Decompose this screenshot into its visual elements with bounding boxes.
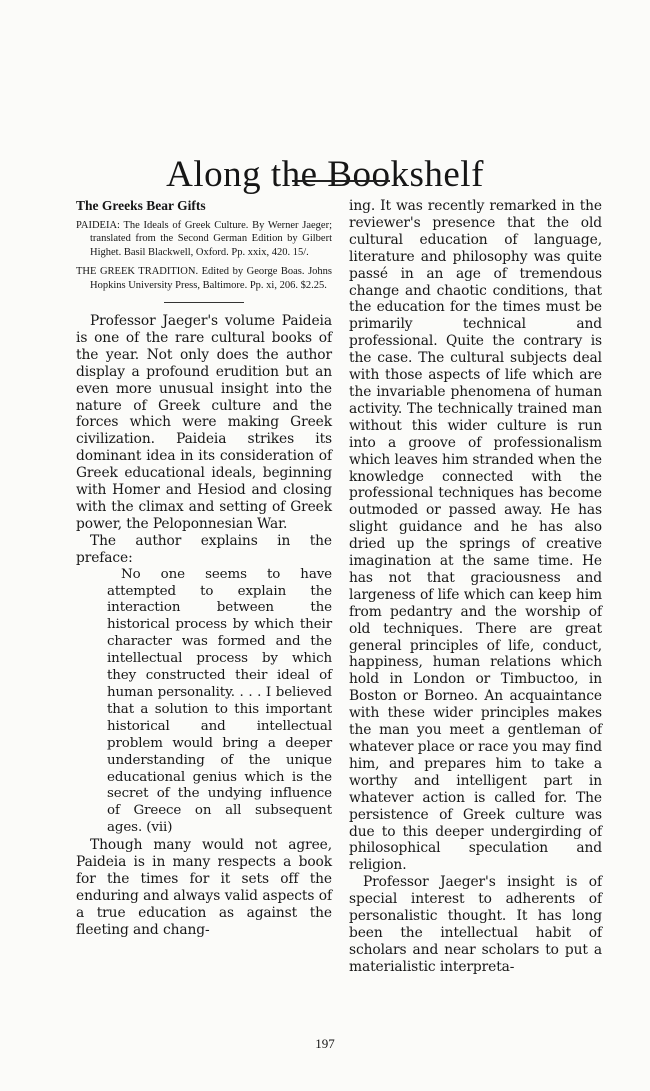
review-paragraph-continued: ing. It was recently remarked in the reviewer's presence that the old cultural education of language, literature and philosophy was quite passé in an age of tremendous change and chaotic conditions, that the education for the times must be primarily technical and professional. Quite the contrary is the case. The cultural subjects deal with those aspects of life which are the invariable phenomena of human activity. The technically trained man without this wider culture is run into a groove of professionalism which leaves him stranded when the knowledge connected with the professional techniques has become outmoded or passed away. He has slight guidance and he has also dried up the springs of creative imagination at the same time. He has not that graciousness and largeness of life which can keep him from pedantry and the worship of old techniques. There are great general principles of life, conduct, happiness, human relations which hold in London or Timbuctoo, in Boston or Borneo. An acquaintance with these wider principles makes the man you meet a gentleman of whatever place or race you may find him, and prepares him to take a worthy and intelligent part in whatever action is called for. The persistence of Greek culture was due to this deeper undergirding of philosophical speculation and religion. xyxy=(349,198,602,874)
citation-paideia: PAIDEIA: The Ideals of Greek Culture. By Werner Jaeger; translated from the Second German Edition by Gilbert Highet. Basil Blackwell, Oxford. Pp. xxix, 420. 15/. xyxy=(76,220,332,258)
review-paragraph: Professor Jaeger's insight is of special interest to adherents of personalistic thought. It has long been the intellectual habit of scholars and near scholars to put a materialistic interpreta- xyxy=(349,874,602,975)
review-paragraph: Though many would not agree, Paideia is in many respects a book for the times for it sets off the enduring and always valid aspects of a true education as against the fleeting and chang- xyxy=(76,837,332,938)
block-quote xyxy=(107,567,332,838)
citation-greek-tradition: THE GREEK TRADITION. Edited by George Boas. Johns Hopkins University Press, Baltimore. Pp. xi, 206. $2.25. xyxy=(76,266,332,291)
section-heading: The Greeks Bear Gifts xyxy=(76,198,206,213)
page-title: Along the Bookshelf xyxy=(166,153,484,195)
page-number: 197 xyxy=(315,1036,335,1051)
review-paragraph: The author explains in the preface: xyxy=(76,532,332,566)
right-column xyxy=(349,198,602,976)
title-divider xyxy=(292,180,390,182)
review-paragraph: Professor Jaeger's volume Paideia is one of the rare cultural books of the year. Not only does the author display a profound erudition but an even more unusual insight into the nature of Greek culture and the forces which were making Greek civilization. Paideia strikes its dominant idea in its consideration of Greek educational ideals, beginning with Homer and Hesiod and closing with the climax and setting of Greek power, the Peloponnesian War. xyxy=(76,313,332,532)
citation-divider xyxy=(164,302,244,303)
block-quote-text: No one seems to have attempted to explain the interaction between the historical process by which their character was formed and the intellectual process by which they constructed their ideal of human personality. . . . I believed that a solution to this important historical and intellectual problem would bring a deeper understanding of the unique educational genius which is the secret of the undying influence of Greece on all subsequent ages. (vii) xyxy=(107,566,332,836)
left-column xyxy=(76,198,332,939)
